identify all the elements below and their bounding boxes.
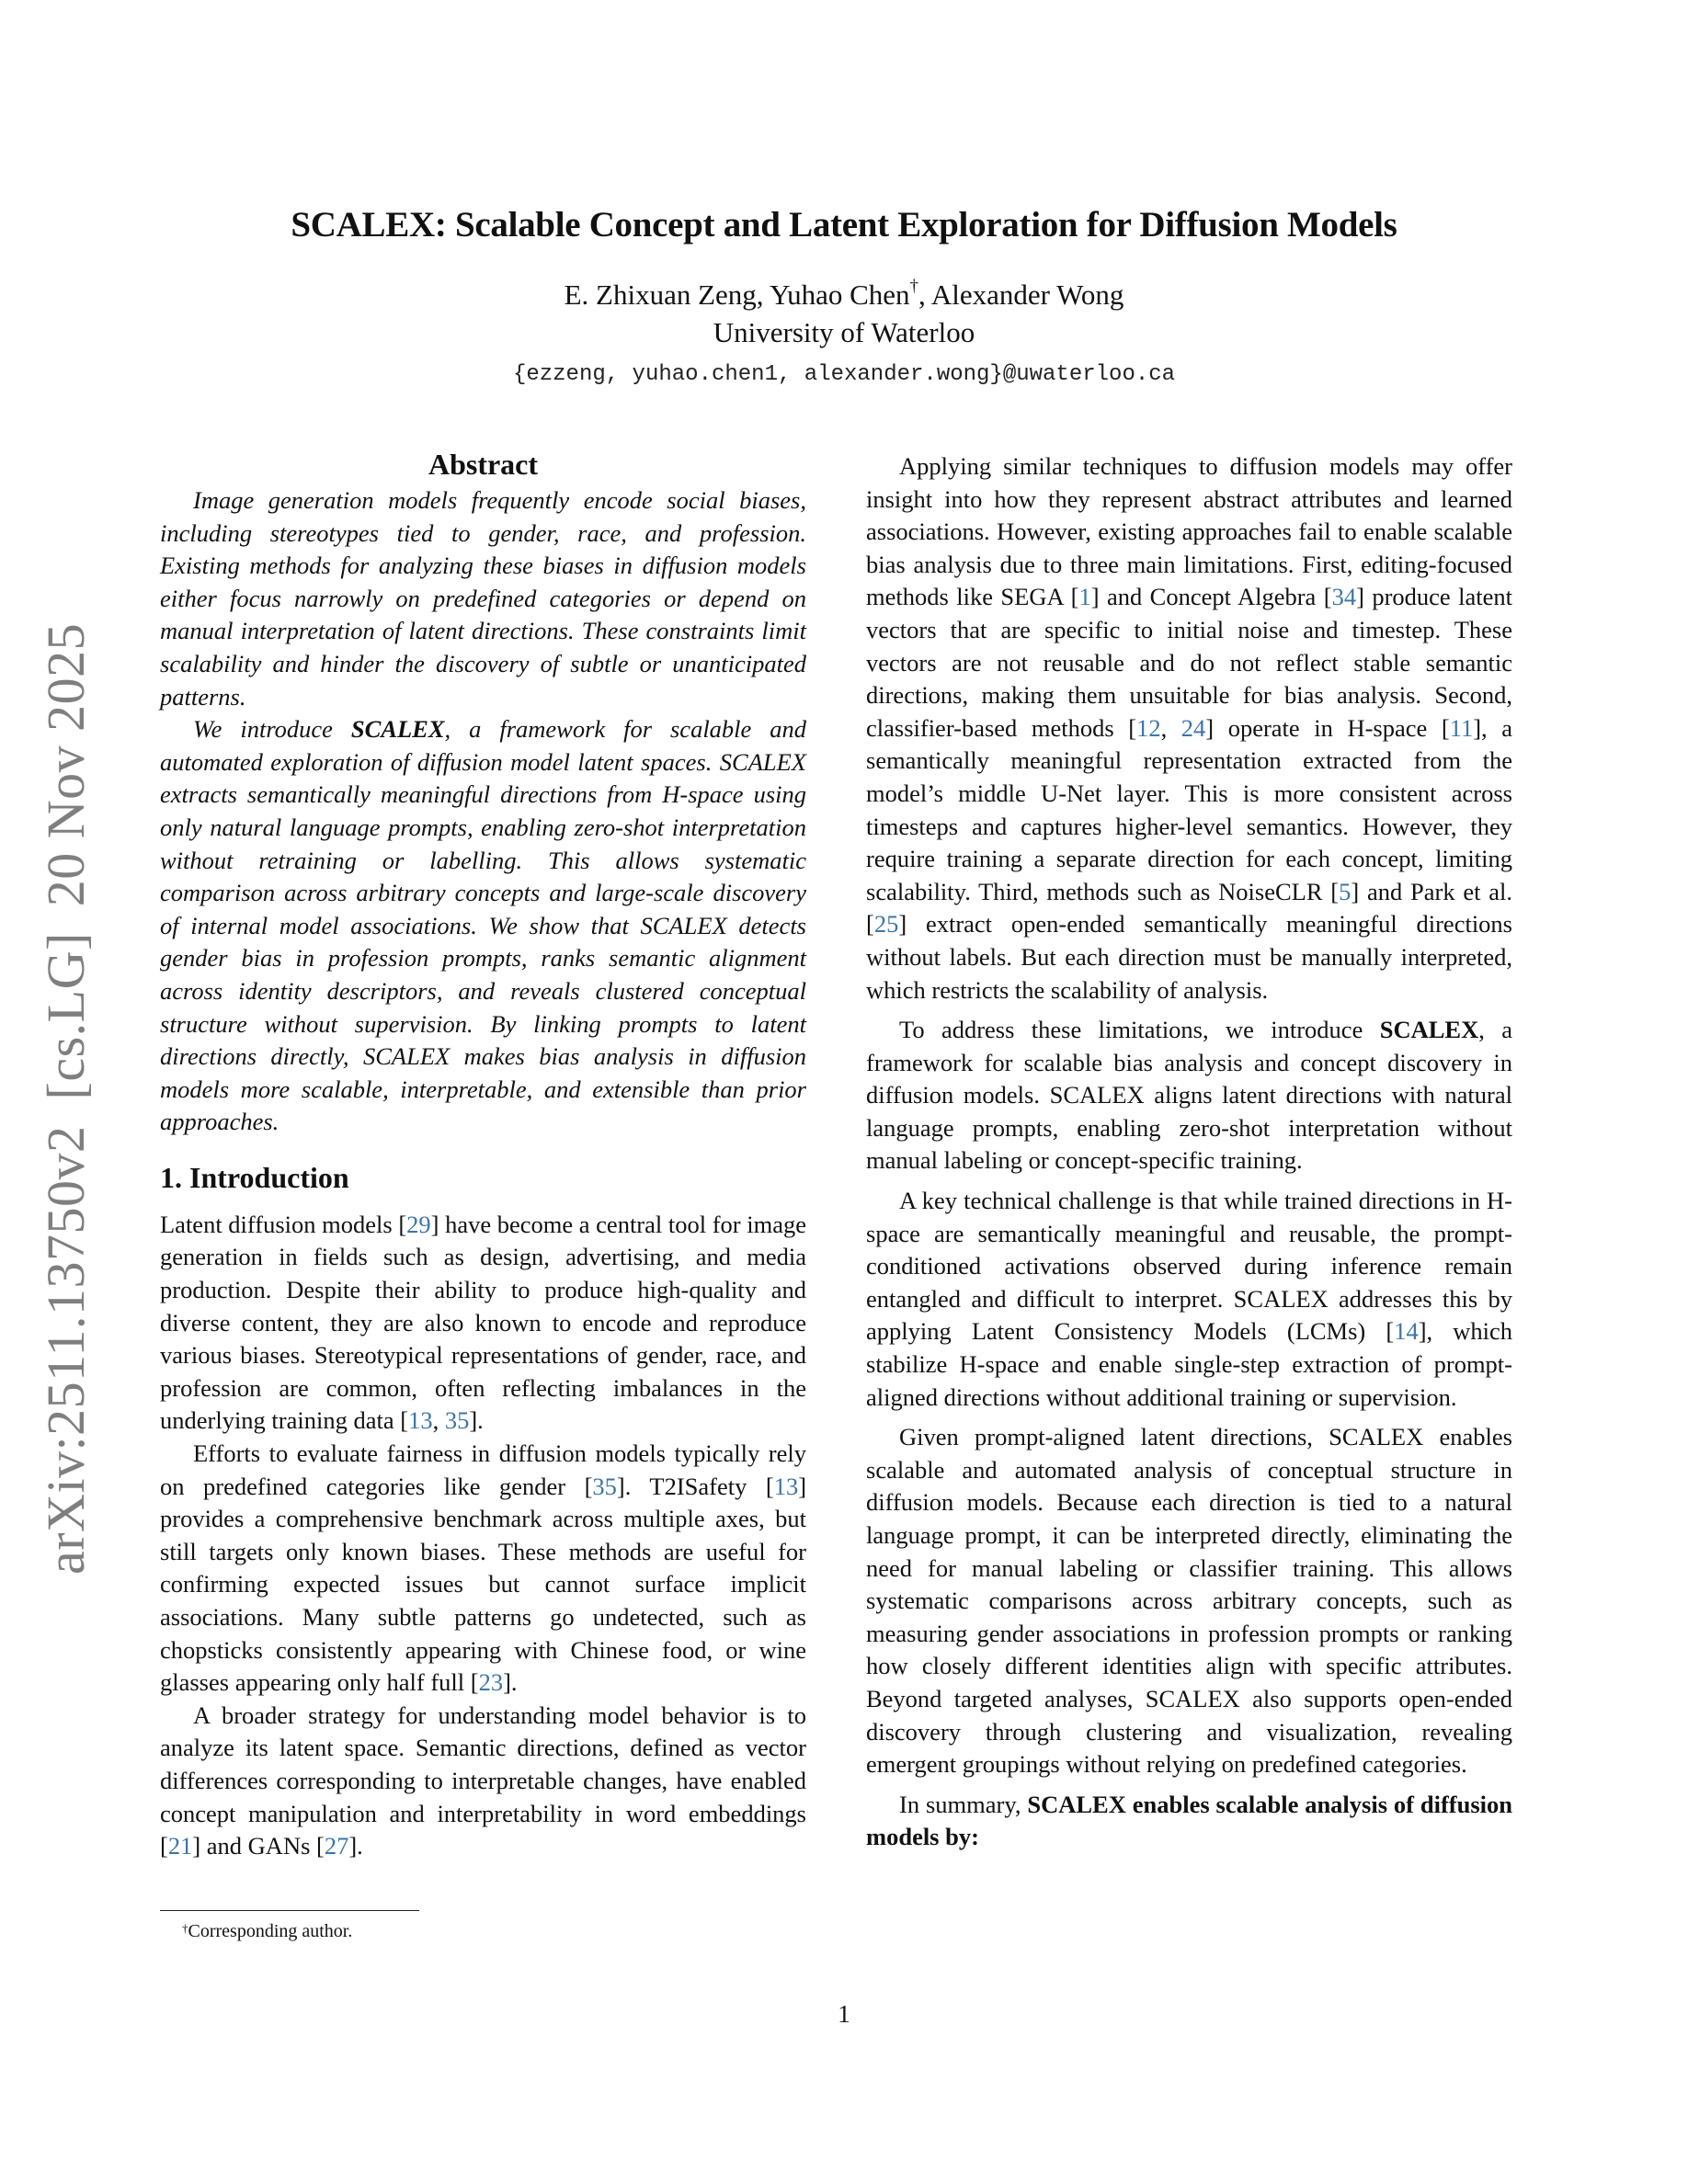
scalex-emphasis: SCALEX: [350, 715, 445, 744]
footnote: [182, 1921, 352, 1942]
intro-paragraph-2: [160, 1438, 806, 1700]
text: ].: [469, 1406, 484, 1435]
intro-paragraph-7: Given prompt-aligned latent directions, SCALEX enables scalable and automated analysis of conceptual structure in diffusion models. Because each direction is tied to a natural language prompt, it can be interpreted directly, eliminating the need for manual labeling or classifier training. This allows systematic comparisons across arbitrary concepts, such as measuring gender associations in profession prompts or ranking how closely different identities align with specific attributes. Beyond targeted analyses, SCALEX also supports open-ended discovery through clustering and visualization, revealing emergent groupings without relying on predefined categories.: [866, 1423, 1512, 1779]
text: , a framework for scalable bias analysis and concept discovery in diffusion models. SCALEX aligns latent directions with natural language prompts, enabling zero-shot interpretation without manual labeling or concept-specific training.: [866, 1016, 1512, 1175]
text: A key technical challenge is that while trained directions in H-space are semantically meaningful and reusable, the prompt-conditioned activations observed during inference remain entangled and difficult to interpret. SCALEX addresses this by applying Latent Consistency Models (LCMs) [: [866, 1187, 1512, 1346]
text: , a framework for scalable and automated exploration of diffusion model latent spaces. SCALEX extracts semantically meaningful directions from H-space using only natural language prompts, enabling zero-shot interpretation without retraining or labelling. This allows systematic comparison across arbitrary concepts and large-scale discovery of internal model associations. We show that SCALEX detects gender bias in profession prompts, ranks semantic alignment across identity descriptors, and reveals clustered conceptual structure without supervision. By linking prompts to latent directions directly, SCALEX makes bias analysis in diffusion models more scalable, interpretable, and extensible than prior approaches.: [160, 715, 807, 1136]
citation-link[interactable]: 29: [406, 1210, 431, 1238]
arxiv-id: arXiv:2511.13750v2: [36, 1125, 96, 1575]
citation-link[interactable]: 35: [444, 1406, 470, 1435]
text: We introduce: [193, 715, 351, 744]
text: To address these limitations, we introduce: [899, 1016, 1380, 1044]
abstract-paragraph-2: [160, 713, 806, 1139]
text: Latent diffusion models [: [160, 1210, 407, 1238]
corresponding-author-mark: †: [909, 277, 919, 296]
text: ], which stabilize H-space and enable single-step extraction of prompt-aligned directions without additional training or supervision.: [866, 1317, 1512, 1411]
footnote-divider: [160, 1910, 419, 1911]
text: ] provides a comprehensive benchmark across multiple axes, but still targets only known biases. These methods are useful for confirming expected issues but cannot surface implicit associations. Many subtle patterns go undetected, such as chopsticks consistently appearing with Chinese food, or wine glasses appearing only half full [: [160, 1472, 807, 1697]
text: ] extract open-ended semantically meaningful directions without labels. But each direction must be manually interpreted, which restricts the scalability of analysis.: [866, 910, 1512, 1004]
citation-link[interactable]: 35: [592, 1472, 617, 1500]
intro-paragraph-8: [866, 1789, 1512, 1854]
citation-link[interactable]: 23: [478, 1668, 504, 1697]
summary-emphasis: SCALEX enables scalable analysis of diffusion models by:: [866, 1790, 1513, 1851]
text: ] produce latent vectors that are specific to initial noise and timestep. These vectors are not reusable and do not reflect stable semantic directions, making them unsuitable for bias analysis. Second, classifier-based methods [: [866, 583, 1512, 742]
citation-link[interactable]: 14: [1394, 1317, 1419, 1346]
text: ,: [432, 1406, 445, 1435]
paper-title: SCALEX: Scalable Concept and Latent Exploration for Diffusion Models: [291, 205, 1397, 245]
text: ].: [348, 1832, 363, 1860]
author-list: [0, 279, 1688, 312]
citation-link[interactable]: 1: [1078, 583, 1091, 611]
intro-paragraph-1: [160, 1209, 806, 1438]
text: A broader strategy for understanding model behavior is to analyze its latent space. Semantic directions, defined as vector differences corresponding to interpretable changes, have enabled concept manipulation and interpretability in word embeddings [: [160, 1701, 806, 1860]
intro-paragraph-5: [866, 1014, 1512, 1177]
citation-link[interactable]: 11: [1449, 713, 1474, 742]
citation-link[interactable]: 13: [773, 1472, 799, 1500]
intro-paragraph-6: [866, 1185, 1512, 1414]
text: ] and GANs [: [192, 1832, 325, 1860]
citation-link[interactable]: 21: [167, 1832, 193, 1860]
abstract-heading: Abstract: [428, 448, 539, 481]
citation-link[interactable]: 25: [873, 910, 899, 938]
text: Efforts to evaluate fairness in diffusion models typically rely on predefined categories like gender [: [160, 1439, 806, 1500]
citation-link[interactable]: 34: [1331, 583, 1357, 611]
citation-link[interactable]: 12: [1136, 713, 1161, 742]
page-number: 1: [838, 2000, 850, 2028]
footnote-text: Corresponding author.: [188, 1921, 353, 1941]
arxiv-date: 20 Nov 2025: [36, 622, 96, 907]
author-3: , Alexander Wong: [918, 279, 1124, 311]
scalex-emphasis: SCALEX: [1379, 1016, 1479, 1044]
section-heading-introduction: 1. Introduction: [160, 1160, 349, 1194]
arxiv-category: [cs.LG]: [36, 932, 96, 1100]
citation-link[interactable]: 13: [408, 1406, 433, 1435]
author-1: E. Zhixuan Zeng,: [564, 279, 770, 311]
text: In summary,: [899, 1790, 1028, 1818]
text: ] and Concept Algebra [: [1090, 583, 1332, 611]
text: ], a semantically meaningful representation extracted from the model’s middle U-Net layer. This is more consistent across timesteps and captures higher-level semantics. However, they require training a separate direction for each concept, limiting scalability. Third, methods such as NoiseCLR [: [866, 713, 1513, 905]
text: Applying similar techniques to diffusion models may offer insight into how they represent abstract attributes and learned associations. However, existing approaches fail to enable scalable bias analysis due to three main limitations. First, editing-focused methods like SEGA [: [866, 452, 1512, 611]
abstract-paragraph-1: Image generation models frequently encode social biases, including stereotypes tied to gender, race, and profession. Existing methods for analyzing these biases in diffusion models either focus narrowly on predefined categories or depend on manual interpretation of latent directions. These constraints limit scalability and hinder the discovery of subtle or unanticipated patterns.: [160, 486, 806, 711]
text: ] have become a central tool for image generation in fields such as design, advertising, and media production. Despite their ability to produce high-quality and diverse content, they are also known to encode and reproduce various biases. Stereotypical representations of gender, race, and profession are common, often reflecting imbalances in the underlying training data [: [160, 1210, 806, 1435]
footnote-mark: †: [182, 1921, 188, 1935]
intro-paragraph-4: [866, 450, 1512, 1007]
introduction-body-left: [160, 1209, 806, 1863]
text: ] and Park et al. [: [866, 877, 1512, 938]
citation-link[interactable]: 5: [1339, 877, 1352, 905]
text: ] operate in H-space [: [1205, 713, 1450, 742]
left-column: [160, 446, 806, 1863]
right-column: [866, 450, 1512, 1854]
text: ]. T2ISafety [: [616, 1472, 774, 1500]
text: ].: [503, 1668, 518, 1697]
intro-paragraph-3: [160, 1700, 806, 1863]
author-2: Yuhao Chen: [770, 279, 910, 311]
citation-link[interactable]: 24: [1180, 713, 1206, 742]
affiliation: University of Waterloo: [713, 316, 975, 348]
citation-link[interactable]: 27: [324, 1832, 349, 1860]
arxiv-stamp: [35, 623, 97, 1575]
author-emails: {ezzeng, yuhao.chen1, alexander.wong}@uwaterloo.ca: [512, 362, 1176, 387]
text: ,: [1160, 713, 1181, 742]
abstract-section: [160, 446, 806, 1139]
